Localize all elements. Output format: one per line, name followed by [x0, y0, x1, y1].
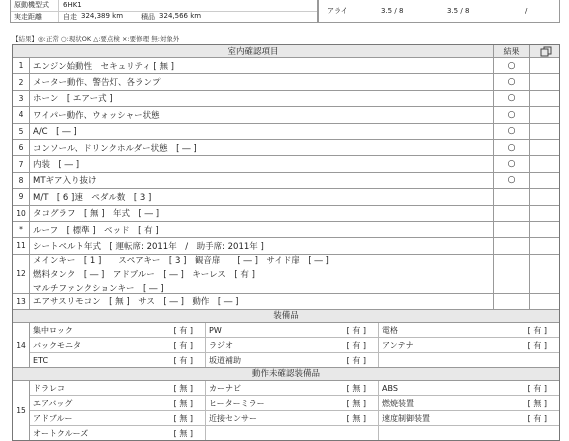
- equipment-status: [ 有 ]: [346, 355, 366, 365]
- result-cell: [493, 255, 530, 293]
- equipment-name: エアバッグ: [33, 398, 73, 408]
- equipment-cell: [30, 426, 206, 440]
- mileage-self-value: 324,389 km: [81, 11, 124, 20]
- result-legend: 【結果】◎:正常 ○:現状OK △:要点検 ×:要修理 無:対象外: [12, 35, 180, 43]
- row-number: 2: [13, 74, 30, 89]
- row-number: 6: [13, 140, 30, 155]
- equipment-name: 坂道補助: [209, 355, 241, 365]
- equipment-cell: [206, 338, 379, 352]
- row-text: ホーン [ エアー式 ]: [33, 94, 113, 105]
- equipment-line: [30, 323, 559, 338]
- mileage-load-label: 積品: [141, 12, 156, 21]
- equipment-name: ドラレコ: [33, 383, 65, 393]
- equipment-cell: [379, 396, 559, 410]
- equipment-name: オートクルーズ: [33, 428, 89, 438]
- row-number: 9: [13, 189, 30, 204]
- mileage-label: 実走距離: [11, 12, 59, 23]
- equipment-status: [ 無 ]: [346, 413, 366, 423]
- result-cell: ○: [493, 91, 530, 106]
- equipment-name: 集中ロック: [33, 325, 73, 335]
- inspection-row: [13, 74, 559, 90]
- copy-icon[interactable]: [533, 45, 558, 57]
- equipment-cell: [379, 426, 559, 440]
- result-header: 結果: [493, 45, 530, 57]
- equipment-status: [ 有 ]: [346, 340, 366, 350]
- equipment-header: 装備品: [13, 310, 559, 323]
- row-text: メーター動作、警告灯、各ランプ: [33, 78, 161, 89]
- inspection-table: [12, 44, 560, 441]
- equipment-name: アドブルー: [33, 413, 73, 423]
- mileage-self-label: 自走: [63, 12, 77, 21]
- keys-line-3: マルチファンクションキー [ ― ]: [33, 283, 164, 294]
- equipment-status: [ 無 ]: [173, 398, 193, 408]
- unconfirmed-grid: [13, 381, 559, 440]
- row-number: 11: [13, 238, 30, 253]
- row-number: 5: [13, 124, 30, 139]
- inspection-row: [13, 91, 559, 107]
- inspection-row: [13, 222, 559, 238]
- row-text: ルーフ [ 標準 ] ベッド [ 有 ]: [33, 225, 159, 236]
- equipment-name: アンテナ: [382, 340, 414, 350]
- unconfirmed-header: 動作未確認装備品: [13, 368, 559, 381]
- equipment-grid: [13, 323, 559, 368]
- result-cell: [493, 238, 530, 253]
- equipment-cell: [30, 353, 206, 367]
- inspection-row: [13, 173, 559, 189]
- row-text: シートベルト年式 [ 運転席: 2011年 / 助手席: 2011年 ]: [33, 241, 264, 252]
- inspection-row: [13, 140, 559, 156]
- inspection-row: [13, 156, 559, 172]
- air-suspension-row: [13, 294, 559, 310]
- result-cell: ○: [493, 107, 530, 122]
- equipment-status: [ 有 ]: [527, 413, 547, 423]
- result-cell: [493, 294, 530, 309]
- result-cell: ○: [493, 156, 530, 171]
- equipment-line: [30, 411, 559, 426]
- result-cell: ○: [493, 58, 530, 73]
- equipment-status: [ 有 ]: [346, 325, 366, 335]
- equipment-name: バックモニタ: [33, 340, 81, 350]
- row-text: タコグラフ [ 無 ] 年式 [ ― ]: [33, 209, 160, 220]
- equipment-status: [ 無 ]: [346, 383, 366, 393]
- result-cell: ○: [493, 173, 530, 188]
- row-number: 7: [13, 156, 30, 171]
- tire-extra: /: [525, 7, 528, 15]
- keys-line-2: 燃料タンク [ ― ] アドブルー [ ― ] キーレス [ 有 ]: [33, 269, 255, 280]
- row-number: 1: [13, 58, 30, 73]
- equipment-cell: [206, 353, 379, 367]
- equipment-name: ABS: [382, 383, 398, 393]
- row-text: M/T [ 6 ]速 ペダル数 [ 3 ]: [33, 192, 152, 203]
- equipment-cell: [206, 381, 379, 395]
- equipment-status: [ 無 ]: [346, 398, 366, 408]
- tire-label: アライ: [327, 7, 348, 15]
- equipment-line: [30, 353, 559, 367]
- row-text: エンジン始動性 セキュリティ [ 無 ]: [33, 61, 174, 72]
- engine-label: 原動機型式: [11, 0, 59, 11]
- equipment-cell: [206, 396, 379, 410]
- inspection-row: [13, 189, 559, 205]
- equipment-status: [ 有 ]: [173, 325, 193, 335]
- row-text: コンソール、ドリンクホルダー状態 [ ― ]: [33, 143, 197, 154]
- equipment-name: 近接センサー: [209, 413, 257, 423]
- equipment-cell: [379, 323, 559, 337]
- engine-value: 6HK1: [63, 1, 82, 10]
- row-number: 4: [13, 107, 30, 122]
- equipment-name: PW: [209, 325, 222, 335]
- equipment-cell: [379, 411, 559, 425]
- keys-row: [13, 255, 559, 294]
- row-number: 13: [13, 294, 30, 309]
- row-number: 14: [13, 323, 30, 367]
- tire-rear: 3.5 / 8: [447, 7, 470, 15]
- keys-line-1: メインキー [ 1 ] スペアキー [ 3 ] 観音扉 [ ― ] サイド扉 [ ― ]: [33, 255, 329, 266]
- row-number: 12: [13, 255, 30, 293]
- equipment-name: ETC: [33, 355, 49, 365]
- equipment-cell: [379, 353, 559, 367]
- equipment-name: カーナビ: [209, 383, 241, 393]
- equipment-cell: [30, 323, 206, 337]
- mileage-load-value: 324,566 km: [159, 11, 202, 20]
- equipment-cell: [206, 323, 379, 337]
- row-number: 10: [13, 206, 30, 221]
- inspection-row: [13, 206, 559, 222]
- result-cell: [493, 206, 530, 221]
- equipment-cell: [379, 381, 559, 395]
- equipment-status: [ 無 ]: [173, 383, 193, 393]
- inspection-row: [13, 107, 559, 123]
- row-text: 内装 [ ― ]: [33, 160, 80, 171]
- row-number: 8: [13, 173, 30, 188]
- row-number: 15: [13, 381, 30, 440]
- equipment-status: [ 有 ]: [173, 340, 193, 350]
- row-text: エアサスリモコン [ 無 ] サス [ ― ] 動作 [ ― ]: [33, 297, 239, 308]
- equipment-line: [30, 381, 559, 396]
- vehicle-info: [6, 0, 563, 22]
- row-number: *: [13, 222, 30, 237]
- equipment-name: 燃焼装置: [382, 398, 414, 408]
- row-text: MTギア入り抜け: [33, 176, 97, 187]
- equipment-status: [ 有 ]: [527, 325, 547, 335]
- inspection-row: [13, 124, 559, 140]
- equipment-name: ラジオ: [209, 340, 233, 350]
- equipment-line: [30, 338, 559, 353]
- row-text: A/C [ ― ]: [33, 127, 77, 138]
- equipment-status: [ 無 ]: [173, 413, 193, 423]
- tire-info: [318, 0, 560, 23]
- equipment-line: [30, 426, 559, 440]
- inspection-row: [13, 58, 559, 74]
- equipment-name: ヒーターミラー: [209, 398, 265, 408]
- equipment-cell: [30, 411, 206, 425]
- row-text: ワイパー動作、ウォッシャー状態: [33, 110, 160, 121]
- engine-row: [11, 0, 317, 12]
- equipment-status: [ 有 ]: [173, 355, 193, 365]
- equipment-cell: [30, 381, 206, 395]
- result-cell: ○: [493, 74, 530, 89]
- result-cell: ○: [493, 140, 530, 155]
- interior-title: 室内確認項目: [227, 47, 279, 57]
- equipment-cell: [379, 338, 559, 352]
- vehicle-info-left: [10, 0, 318, 23]
- equipment-status: [ 有 ]: [527, 383, 547, 393]
- mileage-row: [11, 12, 317, 23]
- inspection-row: [13, 238, 559, 254]
- equipment-cell: [206, 411, 379, 425]
- equipment-status: [ 無 ]: [527, 398, 547, 408]
- result-cell: [493, 222, 530, 237]
- equipment-status: [ 有 ]: [527, 340, 547, 350]
- result-cell: [493, 189, 530, 204]
- equipment-cell: [206, 426, 379, 440]
- interior-header: [13, 45, 559, 58]
- equipment-name: 電格: [382, 325, 398, 335]
- equipment-name: 速度制御装置: [382, 413, 430, 423]
- row-number: 3: [13, 91, 30, 106]
- tire-front: 3.5 / 8: [381, 7, 404, 15]
- result-cell: ○: [493, 124, 530, 139]
- equipment-cell: [30, 338, 206, 352]
- equipment-status: [ 無 ]: [173, 428, 193, 438]
- equipment-line: [30, 396, 559, 411]
- equipment-cell: [30, 396, 206, 410]
